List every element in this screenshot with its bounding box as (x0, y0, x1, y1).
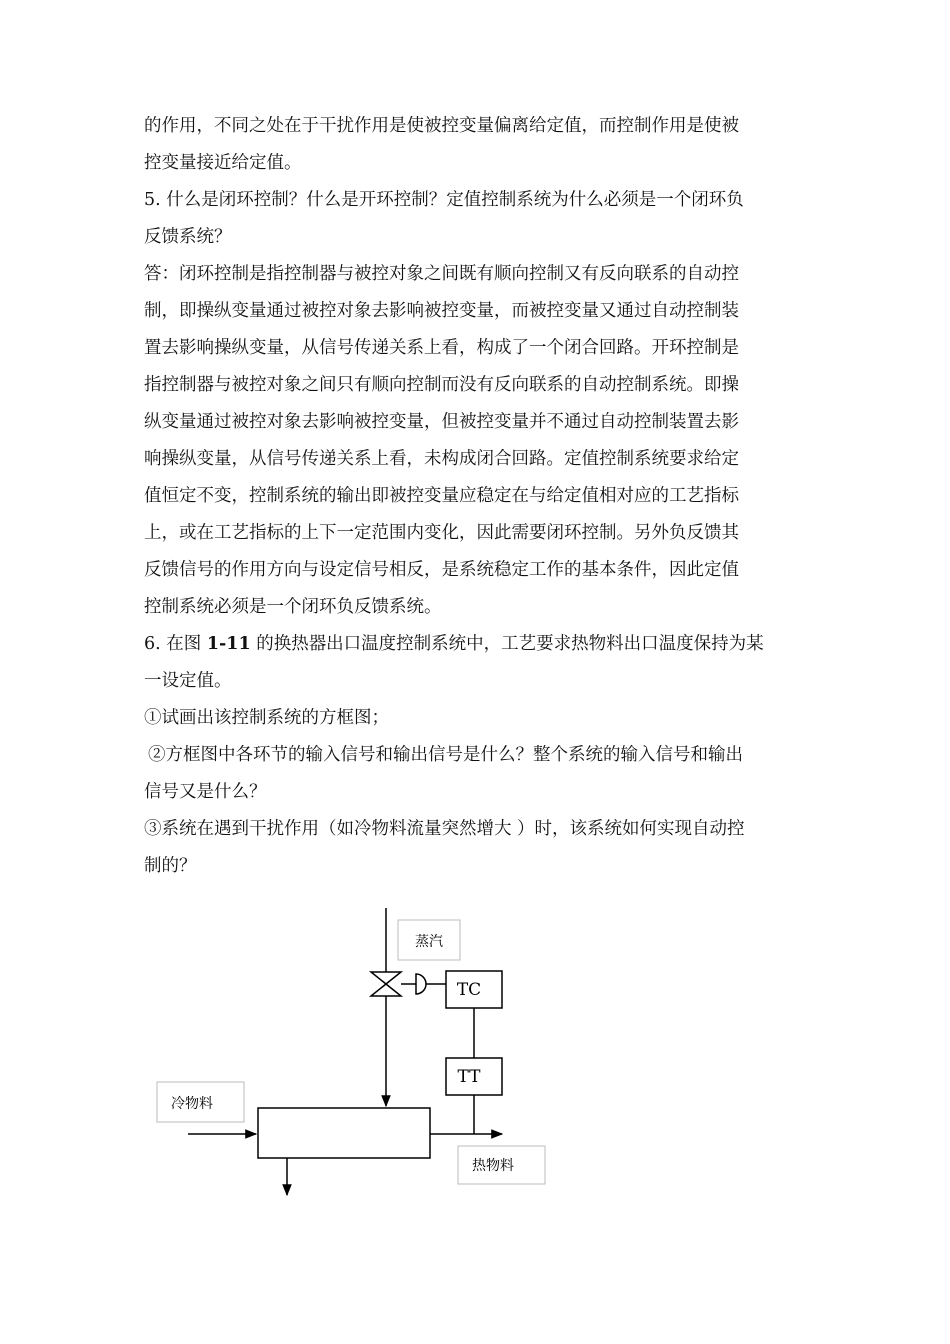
steam-label: 蒸汽 (415, 934, 443, 950)
control-valve-icon (371, 972, 426, 996)
answer-line-2: 制，即操纵变量通过被控对象去影响被控变量，而被控变量又通过自动控制装 (144, 301, 739, 321)
heat-exchanger (258, 1108, 430, 1158)
question-5-line-1: 5. 什么是闭环控制？什么是开环控制？定值控制系统为什么必须是一个闭环负 (144, 190, 744, 210)
answer-line-7: 值恒定不变，控制系统的输出即被控变量应稳定在与给定值相对应的工艺指标 (144, 486, 739, 506)
answer-line-6: 响操纵变量，从信号传递关系上看，未构成闭合回路。定值控制系统要求给定 (144, 449, 739, 469)
tt-label: TT (457, 1067, 481, 1087)
answer-line-3: 置去影响操纵变量，从信号传递关系上看，构成了一个闭合回路。开环控制是 (144, 338, 739, 358)
question-6-item-3: ③系统在遇到干扰作用（如冷物料流量突然增大 ）时，该系统如何实现自动控 (144, 819, 745, 839)
cold-material-label: 冷物料 (171, 1096, 213, 1112)
answer-line-1: 答：闭环控制是指控制器与被控对象之间既有顺向控制又有反向联系的自动控 (144, 264, 739, 284)
question-6-item-2: ②方框图中各环节的输入信号和输出信号是什么？整个系统的输入信号和输出 (148, 745, 743, 765)
answer-line-8: 上，或在工艺指标的上下一定范围内变化，因此需要闭环控制。另外负反馈其 (144, 523, 739, 543)
tc-label: TC (456, 980, 482, 1000)
q6-suffix: 的换热器出口温度控制系统中，工艺要求热物料出口温度保持为某 (250, 634, 764, 654)
answer-line-10: 控制系统必须是一个闭环负反馈系统。 (144, 597, 442, 617)
q6-prefix: 6. 在图 (144, 634, 207, 654)
paragraph-line-1: 的作用，不同之处在于干扰作用是使被控变量偏离给定值，而控制作用是使被 (144, 116, 739, 136)
answer-line-5: 纵变量通过被控对象去影响被控变量，但被控变量并不通过自动控制装置去影 (144, 412, 739, 432)
question-6-line-2: 一设定值。 (144, 671, 232, 691)
question-6-item-1: ①试画出该控制系统的方框图； (144, 708, 389, 728)
answer-line-4: 指控制器与被控对象之间只有顺向控制而没有反向联系的自动控制系统。即操 (144, 375, 739, 395)
question-6-item-3-cont: 制的？ (144, 856, 197, 876)
paragraph-line-2: 控变量接近给定值。 (144, 153, 302, 173)
figure-reference: 1-11 (206, 634, 251, 654)
question-5-line-2: 反馈系统？ (144, 227, 232, 247)
answer-line-9: 反馈信号的作用方向与设定信号相反，是系统稳定工作的基本条件，因此定值 (144, 560, 739, 580)
question-6-item-2-cont: 信号又是什么？ (144, 782, 267, 802)
hot-material-label: 热物料 (472, 1158, 514, 1174)
